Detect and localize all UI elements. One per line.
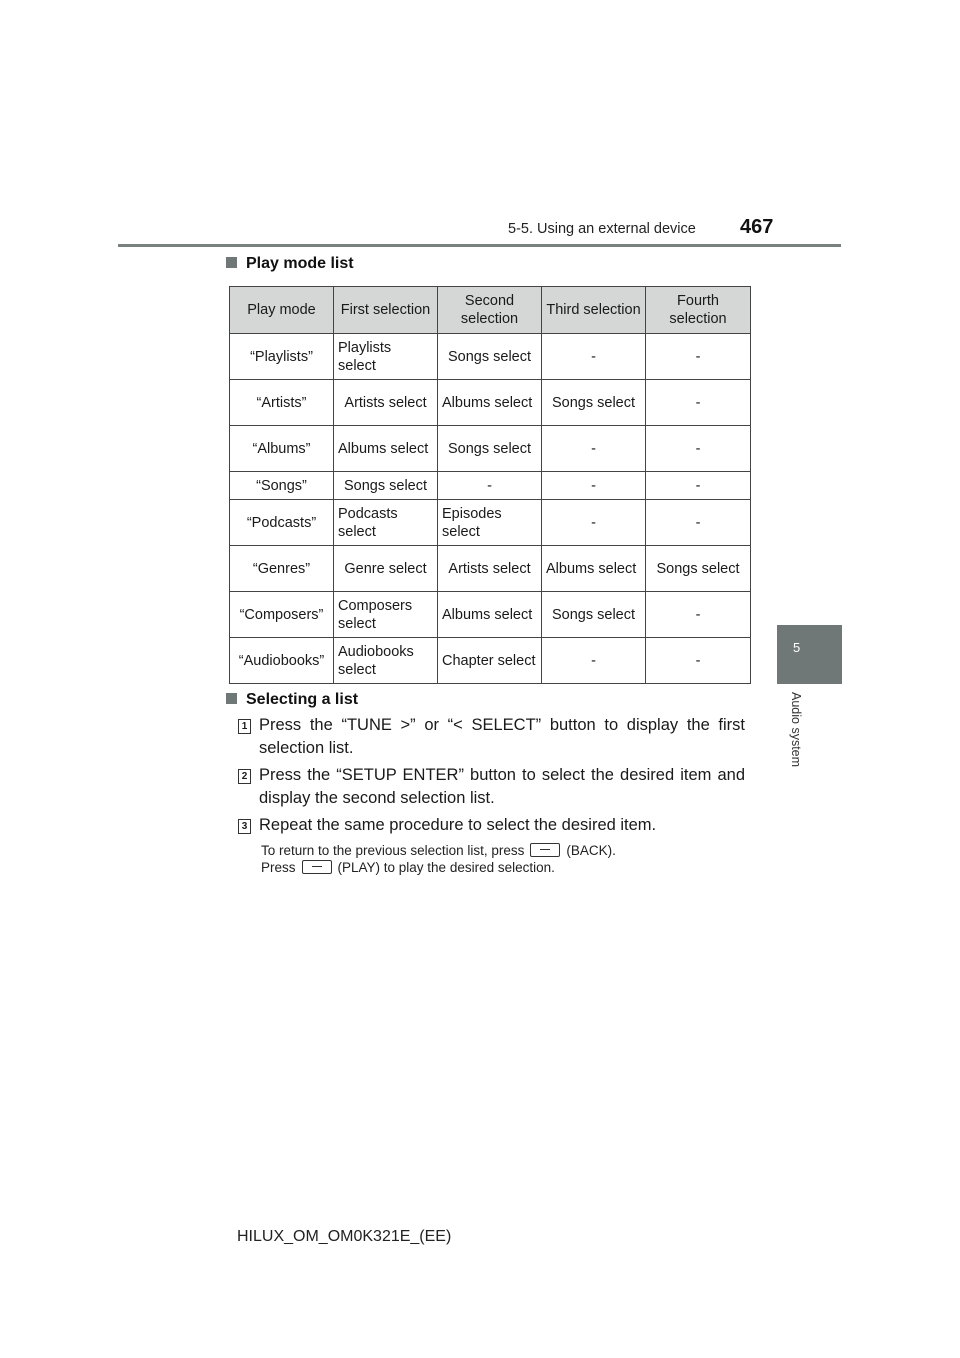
table-cell: Songs select — [334, 472, 438, 500]
table-row — [230, 592, 751, 638]
table-cell: - — [646, 334, 751, 380]
table-cell: Albums select — [334, 426, 438, 472]
table-cell: Songs select — [646, 546, 751, 592]
step-item — [237, 764, 745, 810]
table-row — [230, 334, 751, 380]
table-cell: - — [646, 426, 751, 472]
table-header-row — [230, 287, 751, 334]
step-text: Press the “SETUP ENTER” button to select the desired item and display the second selection list. — [259, 766, 745, 807]
column-header: First selection — [334, 287, 438, 334]
table-cell: Songs select — [438, 426, 542, 472]
table-cell: Songs select — [542, 380, 646, 426]
column-header: Fourth selection — [646, 287, 751, 334]
page-number: 467 — [740, 216, 774, 238]
note-text: Press — [261, 860, 296, 875]
table-cell: “Songs” — [230, 472, 334, 500]
table-cell: Podcasts select — [334, 500, 438, 546]
square-bullet-icon — [226, 693, 237, 704]
step-text: Press the “TUNE >” or “< SELECT” button to display the first selection list. — [259, 716, 745, 757]
step-item — [237, 814, 745, 837]
table-cell: - — [646, 592, 751, 638]
note-text: To return to the previous selection list, press — [261, 843, 525, 858]
table-cell: - — [542, 638, 646, 684]
column-header: Play mode — [230, 287, 334, 334]
header-section-title: 5-5. Using an external device — [508, 221, 696, 237]
table-cell: Albums select — [542, 546, 646, 592]
table-cell: - — [542, 426, 646, 472]
table-cell: Artists select — [334, 380, 438, 426]
table-row — [230, 472, 751, 500]
back-button-icon — [530, 843, 560, 857]
selection-note — [261, 842, 616, 876]
table-cell: Composers select — [334, 592, 438, 638]
table-row — [230, 638, 751, 684]
header-rule — [118, 244, 841, 247]
table-cell: “Playlists” — [230, 334, 334, 380]
table-cell: - — [438, 472, 542, 500]
table-cell: “Genres” — [230, 546, 334, 592]
table-cell: “Albums” — [230, 426, 334, 472]
table-cell: - — [542, 334, 646, 380]
table-row — [230, 500, 751, 546]
table-cell: Episodes select — [438, 500, 542, 546]
chapter-tab — [777, 625, 842, 684]
table-cell: “Podcasts” — [230, 500, 334, 546]
step-number: 2 — [238, 769, 251, 784]
chapter-number: 5 — [793, 640, 801, 655]
column-header: Second selection — [438, 287, 542, 334]
step-list — [237, 714, 745, 841]
play-mode-heading — [226, 255, 354, 273]
table-cell: - — [646, 500, 751, 546]
note-text: (BACK). — [566, 843, 616, 858]
note-line-play — [261, 859, 616, 876]
table-row — [230, 546, 751, 592]
table-row — [230, 426, 751, 472]
play-button-icon — [302, 860, 332, 874]
selecting-heading — [226, 691, 358, 709]
table-cell: Audiobooks select — [334, 638, 438, 684]
table-cell: “Composers” — [230, 592, 334, 638]
table-cell: - — [646, 472, 751, 500]
table-cell: Albums select — [438, 380, 542, 426]
table-cell: - — [646, 380, 751, 426]
table-cell: Albums select — [438, 592, 542, 638]
square-bullet-icon — [226, 257, 237, 268]
table-cell: “Audiobooks” — [230, 638, 334, 684]
column-header: Third selection — [542, 287, 646, 334]
table-cell: Songs select — [438, 334, 542, 380]
note-text: (PLAY) to play the desired selection. — [337, 860, 555, 875]
table-cell: Playlists select — [334, 334, 438, 380]
table-cell: Artists select — [438, 546, 542, 592]
table-cell: “Artists” — [230, 380, 334, 426]
chapter-label: Audio system — [789, 692, 803, 768]
play-mode-table — [229, 286, 751, 684]
table-cell: Genre select — [334, 546, 438, 592]
table-cell: Chapter select — [438, 638, 542, 684]
table-cell: Songs select — [542, 592, 646, 638]
table-cell: - — [542, 472, 646, 500]
step-number: 3 — [238, 819, 251, 834]
selecting-heading-text: Selecting a list — [246, 691, 359, 708]
step-item — [237, 714, 745, 760]
play-mode-heading-text: Play mode list — [246, 255, 354, 272]
note-line-back — [261, 842, 616, 859]
footer-doc-id: HILUX_OM_OM0K321E_(EE) — [237, 1228, 452, 1245]
table-cell: - — [542, 500, 646, 546]
table-row — [230, 380, 751, 426]
step-text: Repeat the same procedure to select the desired item. — [259, 816, 657, 834]
table-cell: - — [646, 638, 751, 684]
step-number: 1 — [238, 719, 251, 734]
